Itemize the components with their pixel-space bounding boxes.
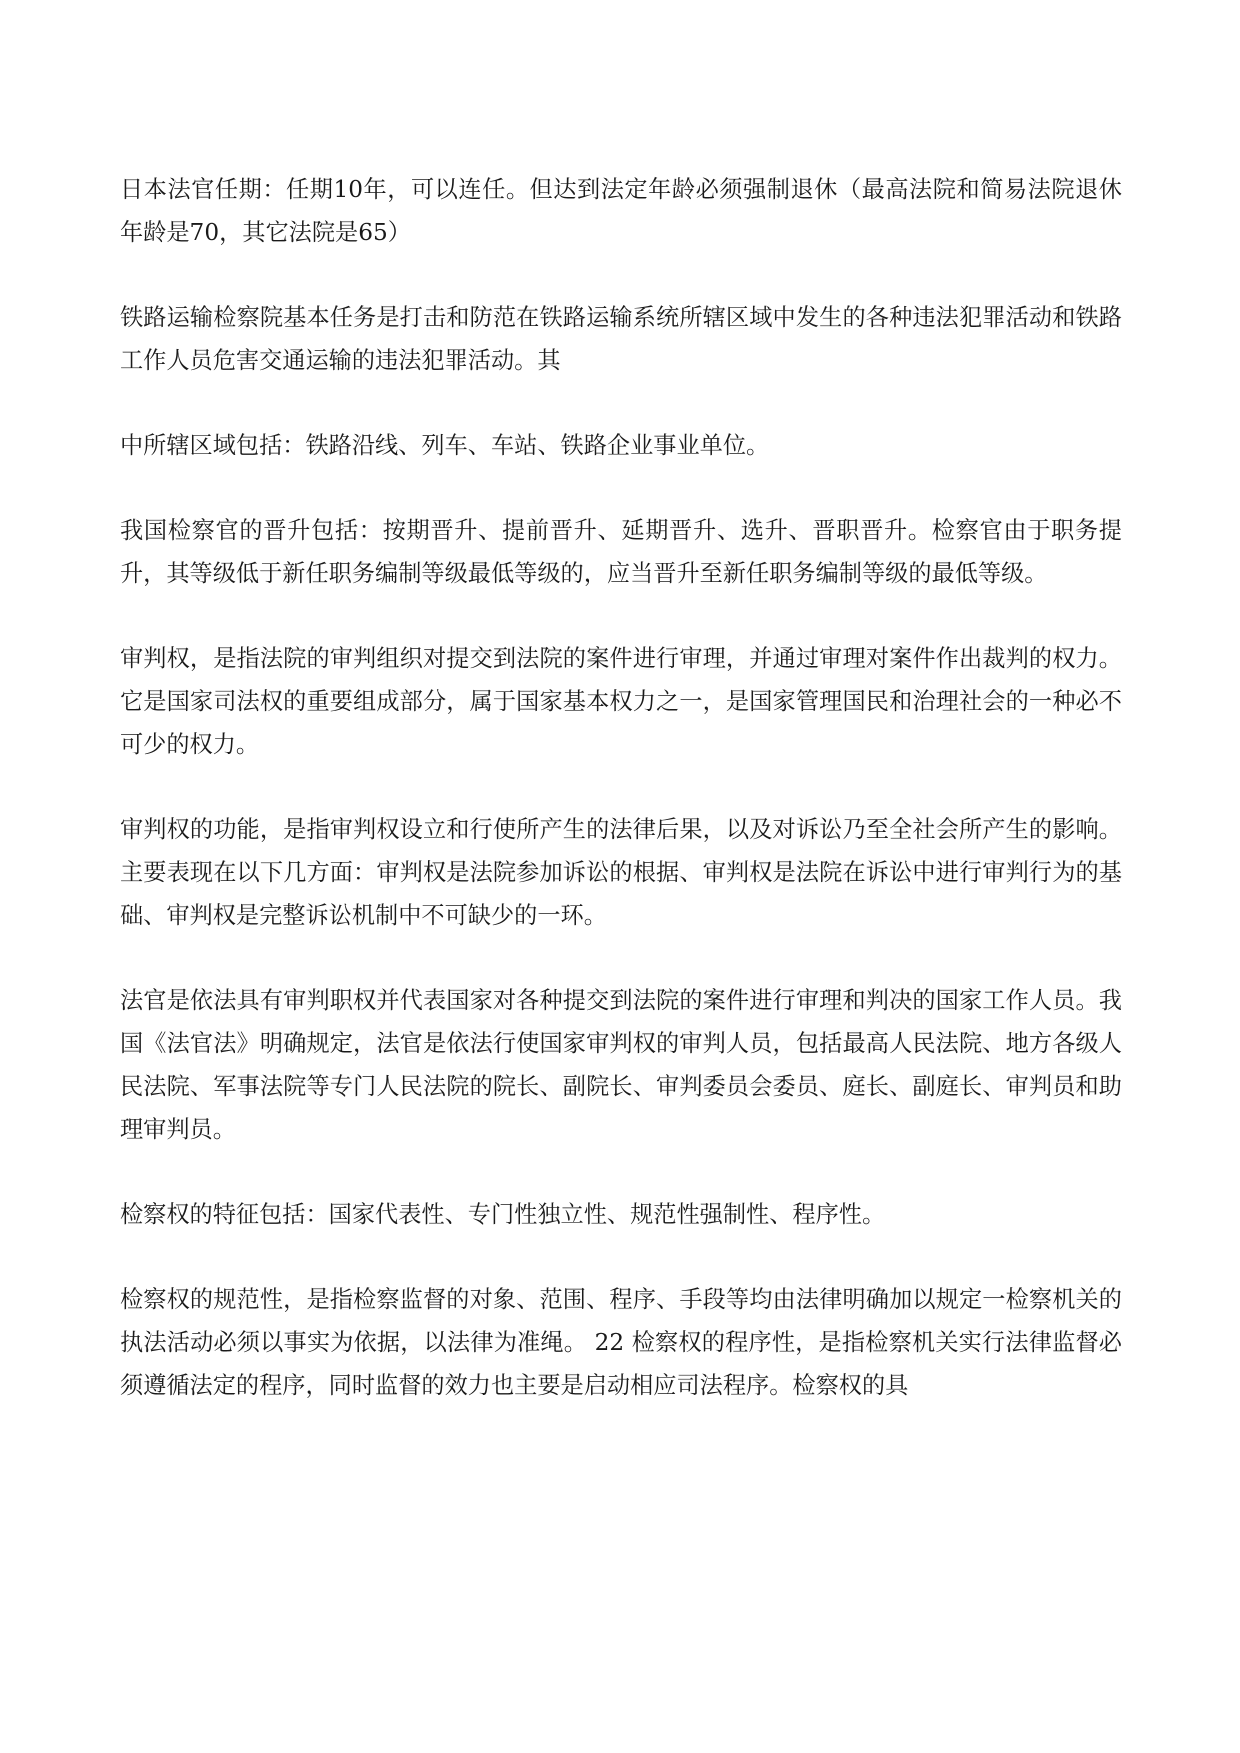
paragraph-procuratorial-features: 检察权的特征包括：国家代表性、专门性独立性、规范性强制性、程序性。 xyxy=(120,1201,886,1228)
paragraph-procuratorial-normativity: 检察权的规范性，是指检察监督的对象、范围、程序、手段等均由法律明确加以规定一检察机关的执法活动必须以事实为依据，以法律为准绳。 22 检察权的程序性，是指检察机关实行法律监督必须遵循法定的程序，同时监督的效力也主要是启动相应司法程序。检察权的具 xyxy=(120,1286,1122,1399)
paragraph-prosecutor-promotion: 我国检察官的晋升包括：按期晋升、提前晋升、延期晋升、选升、晋职晋升。检察官由于职务提升，其等级低于新任职务编制等级最低等级的，应当晋升至新任职务编制等级的最低等级。 xyxy=(120,517,1122,587)
paragraph-railway-jurisdiction: 中所辖区域包括：铁路沿线、列车、车站、铁路企业事业单位。 xyxy=(120,432,770,459)
paragraph-judicial-power-function: 审判权的功能，是指审判权设立和行使所产生的法律后果，以及对诉讼乃至全社会所产生的影响。主要表现在以下几方面：审判权是法院参加诉讼的根据、审判权是法院在诉讼中进行审判行为的基础、审判权是完整诉讼机制中不可缺少的一环。 xyxy=(120,816,1122,929)
paragraph-judicial-power: 审判权，是指法院的审判组织对提交到法院的案件进行审理，并通过审理对案件作出裁判的权力。它是国家司法权的重要组成部分，属于国家基本权力之一，是国家管理国民和治理社会的一种必不可少的权力。 xyxy=(120,645,1122,758)
paragraph-judge-definition: 法官是依法具有审判职权并代表国家对各种提交到法院的案件进行审理和判决的国家工作人员。我国《法官法》明确规定，法官是依法行使国家审判权的审判人员，包括最高人民法院、地方各级人民法院、军事法院等专门人民法院的院长、副院长、审判委员会委员、庭长、副庭长、审判员和助理审判员。 xyxy=(120,987,1122,1143)
paragraph-railway-procuratorate-task: 铁路运输检察院基本任务是打击和防范在铁路运输系统所辖区域中发生的各种违法犯罪活动和铁路工作人员危害交通运输的违法犯罪活动。其 xyxy=(120,304,1122,374)
document-body xyxy=(120,168,1122,1407)
paragraph-judge-term-japan: 日本法官任期：任期10年，可以连任。但达到法定年龄必须强制退休（最高法院和简易法院退休年龄是70，其它法院是65） xyxy=(120,176,1122,246)
